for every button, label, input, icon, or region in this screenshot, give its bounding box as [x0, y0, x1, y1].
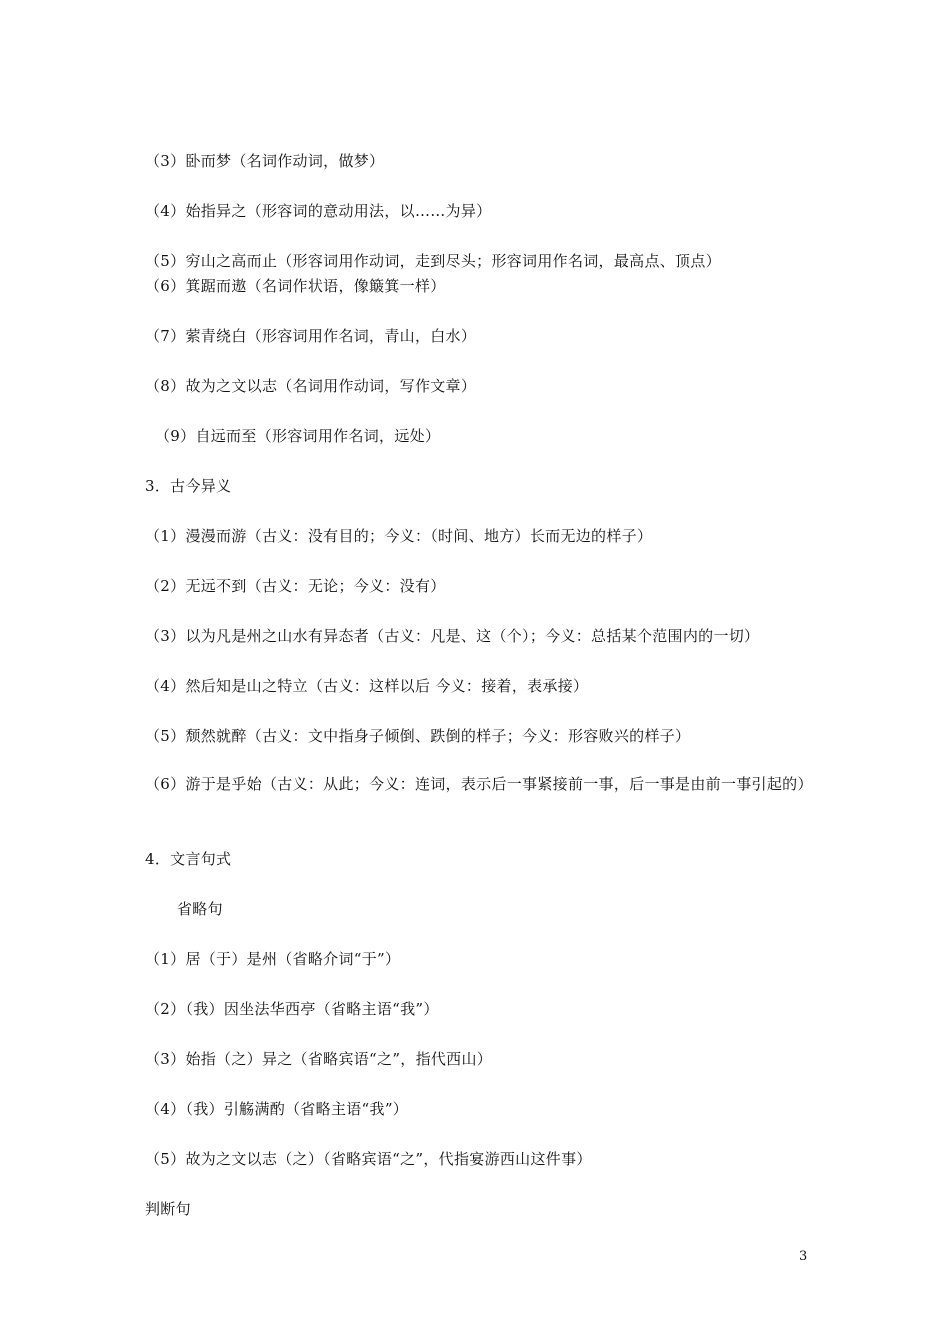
subheading-judgment: 判断句: [145, 1200, 191, 1218]
text-line-meaning-4: （4）然后知是山之特立（古义：这样以后 今义：接着，表承接）: [145, 677, 589, 695]
text-line-omission-3: （3）始指（之）异之（省略宾语“之”，指代西山）: [145, 1050, 493, 1068]
text-line-meaning-1: （1）漫漫而游（古义：没有目的；今义：（时间、地方）长而无边的样子）: [145, 527, 653, 545]
text-line-usage-7: （7）萦青绕白（形容词用作名词，青山，白水）: [145, 327, 477, 345]
text-line-usage-6: （6）箕踞而遨（名词作状语，像簸箕一样）: [145, 277, 446, 295]
subheading-omission: 省略句: [177, 900, 223, 918]
page-number: 3: [799, 1249, 808, 1264]
text-line-meaning-3: （3）以为凡是州之山水有异态者（古义：凡是、这（个）；今义：总括某个范围内的一切）: [145, 627, 760, 645]
text-line-omission-5: （5）故为之文以志（之）（省略宾语“之”，代指宴游西山这件事）: [145, 1150, 592, 1168]
section-heading-sentence-patterns: 4．文言句式: [145, 850, 232, 868]
text-line-usage-5: （5）穷山之高而止（形容词用作动词，走到尽头；形容词用作名词，最高点、顶点）: [145, 252, 721, 270]
text-line-omission-2: （2）（我）因坐法华西亭（省略主语“我”）: [145, 1000, 439, 1018]
text-line-omission-4: （4）（我）引觞满酌（省略主语“我”）: [145, 1100, 409, 1118]
text-line-meaning-5: （5）颓然就醉（古义：文中指身子倾倒、跌倒的样子；今义：形容败兴的样子）: [145, 727, 691, 745]
text-line-usage-8: （8）故为之文以志（名词用作动词，写作文章）: [145, 377, 477, 395]
section-heading-ancient-modern: 3．古今异义: [145, 477, 232, 495]
text-line-usage-9: （9）自远而至（形容词用作名词，远处）: [155, 427, 441, 445]
text-line-omission-1: （1）居（于）是州（省略介词“于”）: [145, 950, 401, 968]
text-line-usage-3: （3）卧而梦（名词作动词，做梦）: [145, 152, 385, 170]
text-line-meaning-2: （2）无远不到（古义：无论；今义：没有）: [145, 577, 446, 595]
text-line-usage-4: （4）始指异之（形容词的意动用法，以……为异）: [145, 202, 492, 220]
text-line-meaning-6: （6）游于是乎始（古义：从此；今义：连词，表示后一事紧接前一事，后一事是由前一事引起的）: [145, 775, 813, 793]
